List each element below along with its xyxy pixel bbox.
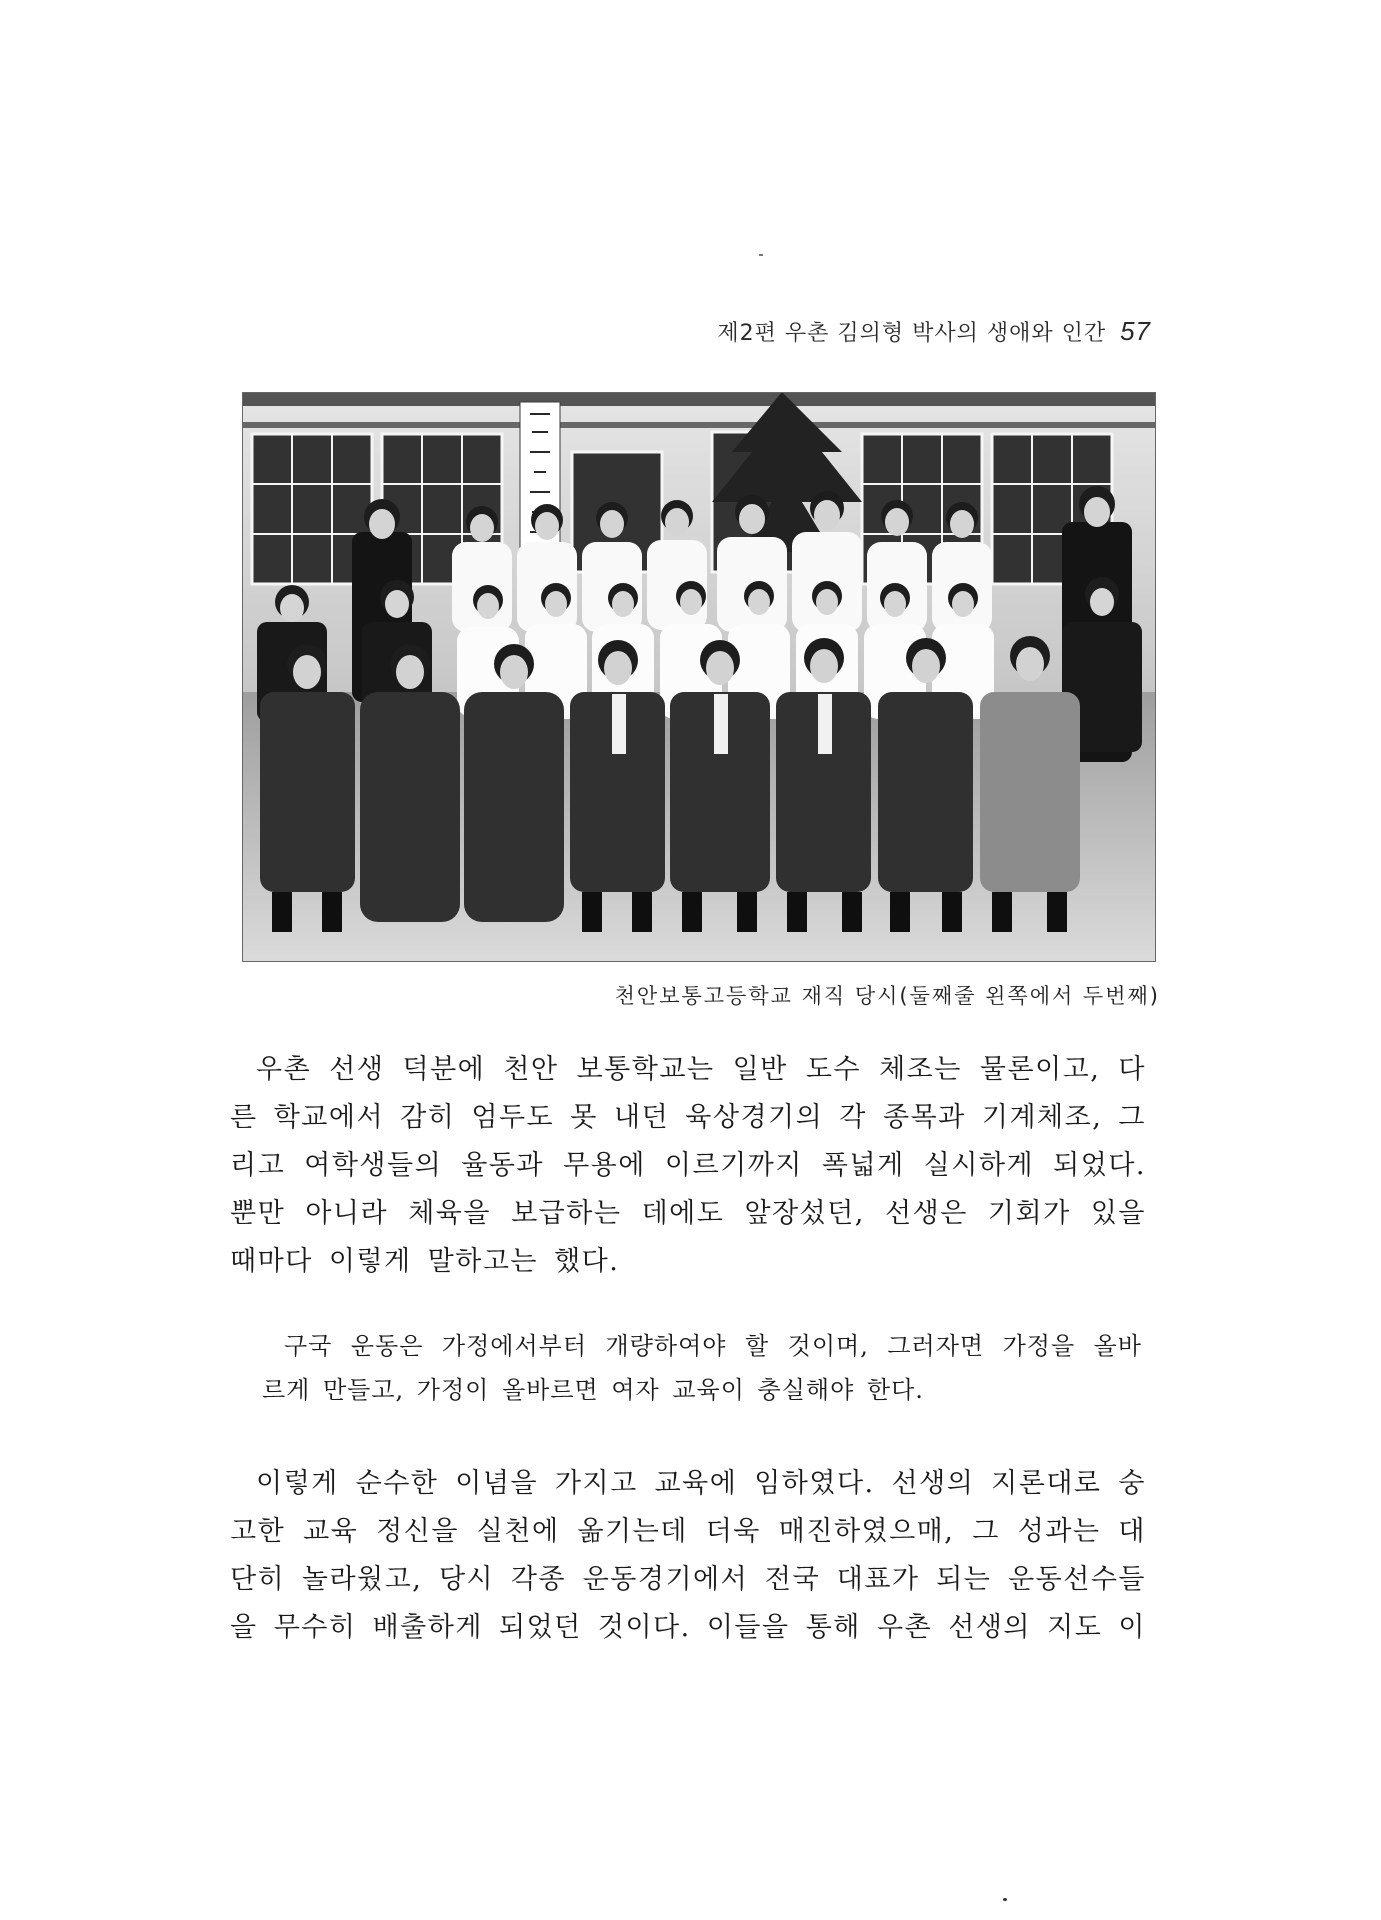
paragraph-line: 우촌 선생 덕분에 천안 보통학교는 일반 도수 체조는 물론이고, 다 [256, 1054, 1146, 1085]
block-quote [262, 1324, 1142, 1412]
paragraph-line: 고한 교육 정신을 실천에 옮기는데 더욱 매진하였으매, 그 성과는 대 [230, 1516, 1146, 1547]
paragraph-line: 이렇게 순수한 이념을 가지고 교육에 임하였다. 선생의 지론대로 숭 [256, 1468, 1146, 1499]
paragraph-line: 단히 놀라웠고, 당시 각종 운동경기에서 전국 대표가 되는 운동선수들 [230, 1564, 1146, 1595]
photo-caption: 천안보통고등학교 재직 당시(둘째줄 왼쪽에서 두번째) [614, 984, 1160, 1008]
paragraph-line: 뿐만 아니라 체육을 보급하는 데에도 앞장섰던, 선생은 기회가 있을 [230, 1198, 1146, 1229]
paragraph-line: 리고 여학생들의 율동과 무용에 이르기까지 폭넓게 실시하게 되었다. [230, 1150, 1146, 1181]
quote-line: 르게 만들고, 가정이 올바르면 여자 교육이 충실해야 한다. [262, 1376, 924, 1404]
body-paragraph-2 [230, 1460, 1146, 1652]
body-paragraph-1 [230, 1046, 1146, 1286]
scan-speck [1003, 1898, 1007, 1901]
scan-speck [759, 254, 763, 256]
quote-line: 구국 운동은 가정에서부터 개량하여야 할 것이며, 그러자면 가정을 올바 [284, 1332, 1142, 1360]
running-header [600, 316, 1151, 347]
paragraph-line: 른 학교에서 감히 엄두도 못 내던 육상경기의 각 종목과 기계체조, 그 [230, 1102, 1146, 1133]
group-photo [242, 392, 1156, 962]
paragraph-line: 을 무수히 배출하게 되었던 것이다. 이들을 통해 우촌 선생의 지도 이 [230, 1612, 1146, 1643]
paragraph-line: 때마다 이렇게 말하고는 했다. [230, 1246, 620, 1277]
page-number: 57 [1120, 316, 1151, 346]
running-title: 제2편 우촌 김의형 박사의 생애와 인간 [717, 321, 1107, 346]
